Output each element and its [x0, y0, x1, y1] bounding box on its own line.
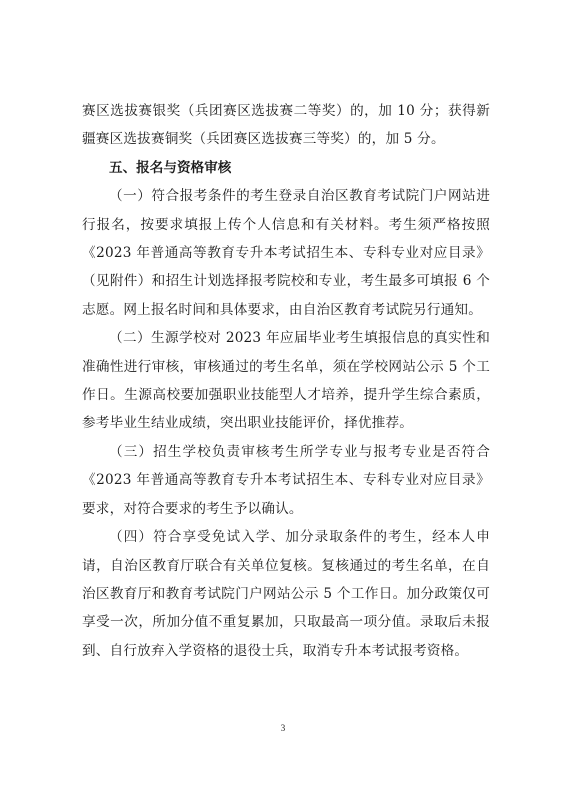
paragraph-continuation: 赛区选拔赛银奖（兵团赛区选拔赛二等奖）的，加 10 分；获得新疆赛区选拔赛铜奖（兵团赛区选拔赛三等奖）的，加 5 分。: [82, 103, 490, 148]
section-heading: 五、报名与资格审核: [109, 159, 232, 176]
paragraph-source-school-review: （二）生源学校对 2023 年应届毕业考生填报信息的真实性和准确性进行审核，审核通过的考生名单，须在学校网站公示 5 个工作日。生源高校要加强职业技能型人才培养，提升学生综合素质，参考毕业生结业成绩，突出职业技能评价，择优推荐。: [82, 330, 490, 432]
paragraph-registration: （一）符合报考条件的考生登录自治区教育考试院门户网站进行报名，按要求填报上传个人信息和有关材料。考生须严格按照《2023 年普通高等教育专升本考试招生本、专科专业对应目录》（见附件）和招生计划选择报考院校和专业，考生最多可填报 6 个志愿。网上报名时间和具体要求，由自治区教育考试院另行通知。: [82, 188, 490, 318]
paragraph-enrolling-school-review: （三）招生学校负责审核考生所学专业与报考专业是否符合《2023 年普通高等教育专升本考试招生本、专科专业对应目录》要求，对符合要求的考生予以确认。: [82, 443, 490, 517]
paragraph-bonus-points: （四）符合享受免试入学、加分录取条件的考生，经本人申请，自治区教育厅联合有关单位复核。复核通过的考生名单，在自治区教育厅和教育考试院门户网站公示 5 个工作日。加分政策仅可享受一次，所加分值不重复累加，只取最高一项分值。录取后未报到、自行放弃入学资格的退役士兵，取消专升本考试报考资格。: [82, 529, 490, 659]
page-number: 3: [280, 723, 286, 733]
document-body: [82, 97, 490, 665]
